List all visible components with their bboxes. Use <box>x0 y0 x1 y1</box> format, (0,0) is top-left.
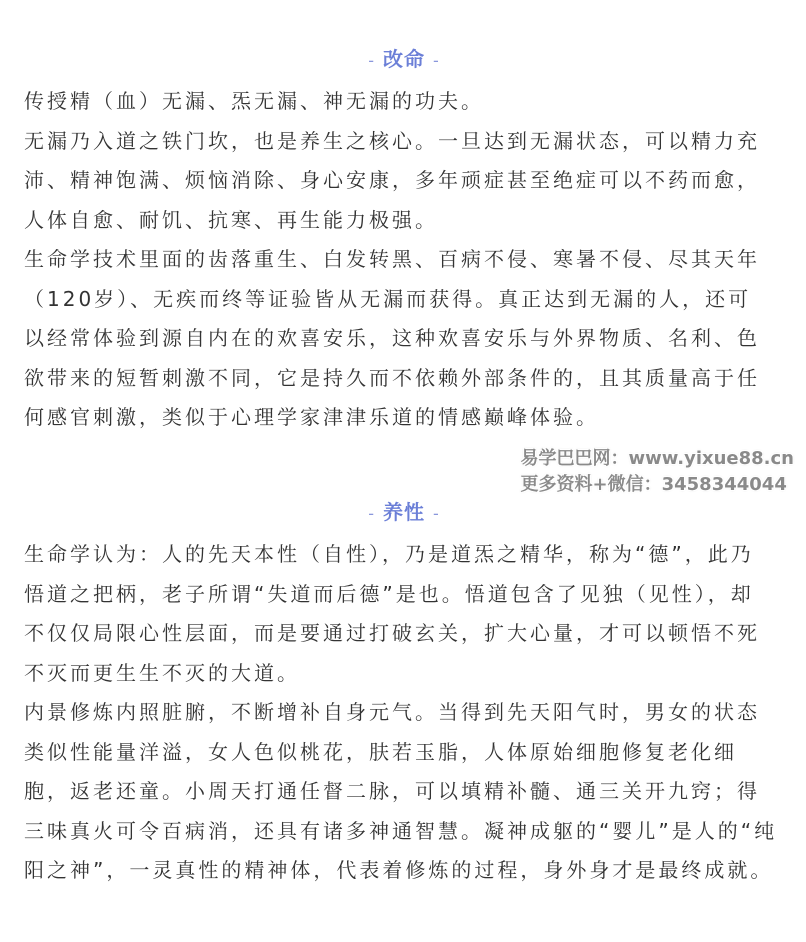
watermark-website: 易学巴巴网：www.yixue88.cn <box>520 448 794 469</box>
text-line: 悟道之把柄，老子所谓“失道而后德”是也。悟道包含了见独（见性），却 <box>24 581 754 606</box>
text-line: 生命学技术里面的齿落重生、白发转黑、百病不侵、寒暑不侵、尽其天年 <box>24 247 760 271</box>
text-line: 阳之神”，一灵真性的精神体，代表着修炼的过程，身外身才是最终成就。 <box>24 858 774 882</box>
text-line: 胞，返老还童。小周天打通任督二脉，可以填精补髓、通三关开九窍；得 <box>24 779 760 803</box>
paragraph <box>24 122 760 241</box>
text-line: 生命学认为：人的先天本性（自性），乃是道炁之精华，称为“德”，此乃 <box>24 542 754 566</box>
title-dash-left: - <box>368 51 376 70</box>
paragraph <box>24 693 777 891</box>
text-line: 传授精（血）无漏、炁无漏、神无漏的功夫。 <box>24 89 484 113</box>
title-dash-left: - <box>368 504 376 523</box>
paragraph <box>24 535 777 693</box>
section-body-yangxing <box>24 535 777 891</box>
text-line: 三味真火可令百病消，还具有诸多神通智慧。凝神成躯的“婴儿”是人的“纯 <box>24 818 778 843</box>
section-title-gaiming <box>24 44 784 74</box>
section-title-text: 养性 <box>383 500 425 524</box>
text-line: 欲带来的短暂刺激不同，它是持久而不依赖外部条件的，且其质量高于任 <box>24 365 760 390</box>
section-body-gaiming <box>24 82 760 438</box>
text-line: 何感官刺激，类似于心理学家津津乐道的情感巅峰体验。 <box>24 405 599 429</box>
text-line: 类似性能量洋溢，女人色似桃花，肤若玉脂，人体原始细胞修复老化细 <box>24 739 737 764</box>
text-line: 不仅仅局限心性层面，而是要通过打破玄关，扩大心量，才可以顿悟不死 <box>24 621 760 645</box>
text-line: 无漏乃入道之铁门坎，也是养生之核心。一旦达到无漏状态，可以精力充 <box>24 128 760 153</box>
watermark <box>521 446 794 498</box>
text-line: 以经常体验到源自内在的欢喜安乐，这种欢喜安乐与外界物质、名利、色 <box>24 326 760 350</box>
text-line: 不灭而更生生不灭的大道。 <box>24 660 300 685</box>
text-line: 内景修炼内照脏腑，不断增补自身元气。当得到先天阳气时，男女的状态 <box>24 700 760 724</box>
section-title-text: 改命 <box>383 47 425 71</box>
title-dash-right: - <box>432 51 440 70</box>
text-line: 沛、精神饱满、烦恼消除、身心安康，多年顽症甚至绝症可以不药而愈， <box>24 168 760 192</box>
title-dash-right: - <box>432 504 440 523</box>
paragraph <box>24 82 760 122</box>
paragraph <box>24 240 760 438</box>
text-line: 人体自愈、耐饥、抗寒、再生能力极强。 <box>24 207 438 232</box>
text-line: （120岁）、无疾而终等证验皆从无漏而获得。真正达到无漏的人，还可 <box>24 286 752 311</box>
section-title-yangxing <box>24 497 784 527</box>
watermark-wechat: 更多资料+微信：3458344044 <box>520 474 787 495</box>
